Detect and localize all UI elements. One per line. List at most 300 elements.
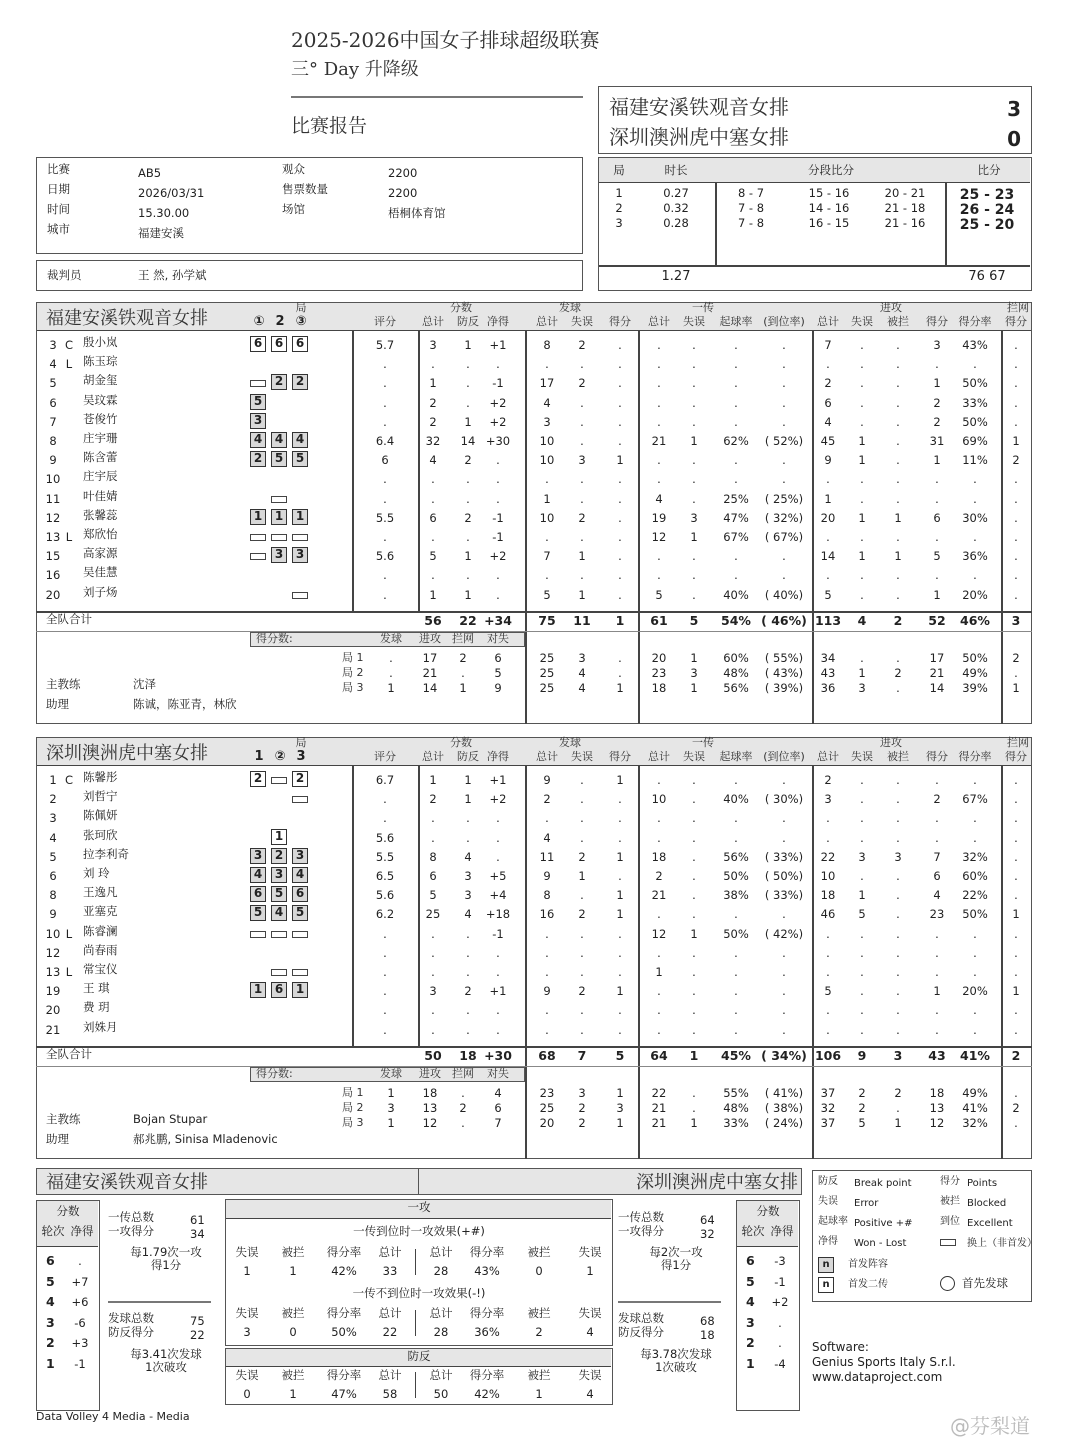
- stat-cell: .: [692, 773, 696, 787]
- set-header: 局: [613, 163, 625, 177]
- set-stat-cell: 3: [578, 1086, 586, 1100]
- column-header: 起球率: [719, 315, 753, 328]
- watermark: @芬梨道: [950, 1414, 1030, 1438]
- player-number: 12: [45, 510, 61, 525]
- stat-cell: 1: [933, 984, 941, 999]
- player-row: [0, 770, 1072, 791]
- stat-cell: .: [860, 568, 864, 583]
- set-stat-cell: 6: [494, 1101, 502, 1115]
- stat-cell: 3: [690, 510, 698, 525]
- stat-cell: +2: [489, 414, 507, 429]
- stat-cell: 5: [933, 549, 941, 564]
- player-row: [0, 942, 1072, 964]
- stat-cell: 2: [578, 984, 586, 999]
- stat-cell: .: [935, 811, 939, 826]
- stat-cell: 2: [933, 395, 941, 410]
- set-stat-cell: 5: [858, 1116, 866, 1130]
- starting-position-box: 5: [292, 905, 308, 921]
- stat-cell: 6: [429, 869, 437, 883]
- player-role: C: [64, 338, 74, 352]
- column-divider: [715, 183, 717, 266]
- set-stat-cell: 2: [858, 1086, 866, 1100]
- stat-cell: .: [383, 395, 387, 410]
- stat-cell: 40%: [723, 587, 749, 602]
- stat-cell: .: [734, 376, 738, 391]
- stat-cell: 42%: [474, 1387, 500, 1401]
- stat-cell: .: [692, 453, 696, 468]
- stat-cell: 28: [433, 1325, 449, 1339]
- stat-cell: .: [896, 376, 900, 391]
- column-group-header: 一传: [692, 736, 714, 749]
- stat-value: 32: [700, 1227, 715, 1241]
- stat-cell: .: [1014, 811, 1018, 826]
- stat-cell: .: [466, 376, 470, 391]
- rotation-number: 3: [746, 1314, 755, 1330]
- stat-cell: .: [580, 395, 584, 410]
- column-header: 总计: [648, 750, 670, 763]
- column-group-header: 一传: [692, 301, 714, 314]
- stat-cell: 6: [933, 510, 941, 525]
- column-header: 被拦: [527, 1306, 551, 1320]
- set-row-label: 局 2: [342, 666, 364, 679]
- stat-cell: .: [860, 491, 864, 506]
- set-stat-cell: 21: [651, 1116, 667, 1130]
- column-header: 被拦: [281, 1306, 305, 1320]
- set-cell: 3: [615, 216, 623, 230]
- set-stat-cell: 2: [459, 651, 467, 665]
- set-stat-cell: .: [461, 1086, 465, 1100]
- info-label: 日期: [47, 182, 70, 196]
- stat-cell: .: [496, 830, 500, 845]
- set-row-label: 局 1: [342, 651, 364, 664]
- stat-cell: .: [545, 568, 549, 583]
- total-cell: 41%: [960, 1048, 990, 1063]
- stat-cell: 6.7: [375, 773, 395, 787]
- total-cell: 45%: [721, 1048, 751, 1063]
- stat-cell: .: [1014, 965, 1018, 979]
- stat-cell: 1: [464, 549, 472, 564]
- set-stat-cell: 12: [929, 1116, 945, 1130]
- stat-cell: .: [734, 338, 738, 352]
- starting-position-box: 3: [250, 413, 266, 429]
- stat-cell: .: [496, 1022, 500, 1037]
- player-number: 21: [45, 1022, 61, 1037]
- stat-cell: 10: [820, 869, 836, 883]
- rotation-col: 轮次: [741, 1224, 765, 1238]
- substitute-marker: [271, 777, 287, 784]
- stat-cell: .: [860, 1003, 864, 1018]
- player-number: 13: [45, 965, 61, 979]
- referee-names: 王 然, 孙学斌: [138, 268, 207, 282]
- starter-box-icon: n: [818, 1257, 834, 1273]
- player-row: [0, 1019, 1072, 1041]
- info-value: 2026/03/31: [138, 186, 205, 200]
- set-stat-cell: .: [692, 1101, 696, 1115]
- legend-term: 起球率: [818, 1216, 848, 1227]
- starting-position-box: 3: [250, 848, 266, 864]
- set-stat-cell: 1: [459, 681, 467, 695]
- stat-cell: .: [383, 945, 387, 960]
- set-stat-cell: .: [618, 651, 622, 665]
- stat-cell: .: [1014, 926, 1018, 941]
- total-cell: 22: [459, 613, 477, 628]
- set-stat-cell: .: [389, 651, 393, 665]
- stat-cell: 22%: [962, 888, 988, 903]
- stat-cell: 2: [543, 792, 551, 807]
- stat-cell: .: [496, 357, 500, 372]
- stat-cell: 4: [586, 1387, 594, 1401]
- rotation-net: +7: [71, 1274, 89, 1289]
- stat-cell: .: [935, 357, 939, 372]
- player-row: [0, 904, 1072, 925]
- stat-cell: .: [580, 472, 584, 487]
- player-name: 陈玉琮: [83, 354, 118, 369]
- stat-cell: -1: [492, 926, 504, 941]
- starting-position-box: 1: [292, 509, 308, 525]
- stat-cell: .: [734, 395, 738, 410]
- set-stat-cell: 22: [651, 1086, 667, 1100]
- stat-cell: .: [935, 945, 939, 960]
- stat-cell: +2: [489, 549, 507, 564]
- stat-cell: 1: [690, 434, 698, 448]
- set-stat-cell: 2: [1012, 1101, 1020, 1115]
- team-name: 深圳澳洲虎中塞女排: [46, 743, 208, 764]
- stat-cell: 38%: [723, 888, 749, 903]
- column-group-header: 拦网: [1007, 301, 1029, 314]
- stat-cell: .: [496, 811, 500, 826]
- stat-cell: 4: [933, 888, 941, 903]
- total-divider: [36, 611, 1032, 613]
- column-header: 总计: [422, 750, 444, 763]
- total-cell: 52: [928, 613, 946, 628]
- stat-cell: 33: [382, 1264, 398, 1278]
- stat-cell: 69%: [962, 434, 988, 448]
- rotation-number: 1: [46, 1355, 55, 1371]
- stat-cell: 6: [933, 869, 941, 883]
- stat-cell: .: [734, 811, 738, 826]
- stat-cell: .: [496, 1003, 500, 1018]
- set-stat-cell: 25: [539, 651, 555, 665]
- stat-cell: .: [782, 338, 786, 352]
- stat-cell: 12: [651, 530, 667, 544]
- stat-cell: 2: [933, 792, 941, 807]
- stat-cell: 3: [858, 849, 866, 864]
- stat-cell: .: [466, 530, 470, 544]
- stat-cell: .: [545, 811, 549, 826]
- stat-ratio: 每3.41次发球: [130, 1347, 202, 1361]
- stat-cell: 1: [858, 453, 866, 468]
- total-cell: 54%: [721, 613, 751, 628]
- positive-reception-title: 一传到位时一攻效果(+#): [353, 1224, 485, 1238]
- column-header: 失误: [851, 750, 873, 763]
- rotation-number: 5: [746, 1273, 755, 1289]
- rotation-net: -6: [74, 1315, 86, 1330]
- stat-cell: .: [1014, 587, 1018, 602]
- stat-cell: 5: [543, 587, 551, 602]
- stat-cell: 7: [543, 549, 551, 564]
- starting-position-box: 1: [292, 982, 308, 998]
- stat-cell: .: [431, 830, 435, 845]
- stat-ratio: 每2次一攻: [649, 1245, 703, 1259]
- coach-name: 沈泽: [133, 677, 156, 691]
- stat-cell: 10: [539, 510, 555, 525]
- stat-cell: .: [896, 869, 900, 883]
- stat-cell: .: [618, 1003, 622, 1018]
- starting-position-box: 1: [271, 829, 287, 845]
- stat-cell: 1: [586, 1264, 594, 1278]
- set-stat-cell: .: [618, 666, 622, 680]
- stat-cell: .: [935, 1003, 939, 1018]
- stat-cell: ( 25%): [764, 491, 804, 506]
- stat-cell: -1: [492, 530, 504, 544]
- report-title: 比赛报告: [291, 115, 368, 137]
- stat-cell: 4: [464, 849, 472, 864]
- stat-cell: .: [860, 1022, 864, 1037]
- player-name: 陈馨彤: [83, 770, 118, 784]
- stat-cell: .: [896, 491, 900, 506]
- stat-cell: .: [383, 472, 387, 487]
- stat-value: 64: [700, 1213, 715, 1227]
- set-cell: 7 - 8: [737, 216, 765, 230]
- column-header: 总计: [817, 750, 839, 763]
- away-team-name: 深圳澳洲虎中塞女排: [636, 1172, 798, 1193]
- set-stat-cell: ( 39%): [764, 681, 804, 695]
- stat-cell: 1: [616, 453, 624, 468]
- total-cell: 5: [615, 1048, 625, 1063]
- stat-cell: .: [973, 965, 977, 979]
- stat-cell: 5.5: [375, 510, 395, 525]
- set-stat-cell: 49%: [962, 1086, 988, 1100]
- stat-cell: .: [896, 472, 900, 487]
- rotation-net: -1: [74, 1356, 86, 1371]
- stat-cell: +1: [489, 338, 507, 352]
- row-divider: [599, 265, 1030, 267]
- stat-value: 22: [190, 1328, 205, 1342]
- column-header: 总计: [378, 1245, 402, 1259]
- stat-cell: .: [935, 1022, 939, 1037]
- software-credit: Genius Sports Italy S.r.l.: [812, 1355, 956, 1369]
- rotation-net: +6: [71, 1295, 89, 1309]
- starting-position-box: 3: [292, 848, 308, 864]
- starting-position-box: 2: [271, 374, 287, 390]
- stat-cell: .: [860, 376, 864, 391]
- stat-cell: .: [496, 849, 500, 864]
- player-row: [0, 923, 1072, 945]
- stat-cell: .: [580, 945, 584, 960]
- starting-position-box: 4: [271, 905, 287, 921]
- column-header: 失误: [235, 1245, 259, 1259]
- starting-position-box: 4: [250, 432, 266, 448]
- stat-cell: .: [580, 357, 584, 372]
- stat-label: 一传总数: [108, 1210, 154, 1224]
- column-header: 失误: [571, 750, 593, 763]
- set-stat-cell: 32%: [962, 1116, 988, 1130]
- column-header: 失误: [578, 1245, 602, 1259]
- player-row: [0, 885, 1072, 906]
- player-number: 10: [45, 926, 61, 941]
- stat-cell: 3: [464, 869, 472, 883]
- stat-cell: .: [383, 568, 387, 583]
- set-stat-cell: 48%: [723, 666, 749, 680]
- stat-cell: .: [466, 395, 470, 410]
- stat-cell: 1: [894, 549, 902, 564]
- set-stat-cell: 9: [494, 681, 502, 695]
- stat-cell: .: [431, 357, 435, 372]
- set-stat-cell: 5: [494, 666, 502, 680]
- stat-cell: 12: [651, 926, 667, 941]
- stat-cell: 2: [578, 849, 586, 864]
- stat-cell: 9: [543, 984, 551, 999]
- column-header: 总计: [429, 1368, 453, 1382]
- stat-cell: 5: [429, 549, 437, 564]
- stat-cell: 47%: [331, 1387, 357, 1401]
- stat-cell: 2: [578, 907, 586, 922]
- set-row-label: 局 3: [342, 681, 364, 694]
- stat-cell: .: [431, 472, 435, 487]
- stat-cell: 9: [824, 453, 832, 468]
- set-header: 时长: [664, 163, 688, 177]
- stat-cell: .: [545, 357, 549, 372]
- starting-position-box: 4: [271, 432, 287, 448]
- stat-cell: 5: [824, 587, 832, 602]
- stat-cell: .: [692, 376, 696, 391]
- stat-label: 一传总数: [618, 1210, 664, 1224]
- rotation-net: +2: [771, 1295, 789, 1309]
- stat-cell: .: [431, 965, 435, 979]
- stat-cell: 2: [655, 869, 663, 883]
- stat-cell: .: [973, 1003, 977, 1018]
- column-group-header: 发球: [559, 736, 581, 749]
- stat-cell: 0: [535, 1264, 543, 1278]
- legend-term: 被拦: [940, 1196, 960, 1207]
- column-header: 得分率: [958, 750, 992, 763]
- column-header: 总计: [378, 1368, 402, 1382]
- stat-cell: ( 33%): [764, 888, 804, 903]
- rotation-net: +3: [71, 1336, 89, 1350]
- player-number: 4: [49, 830, 57, 845]
- player-name: 王 琪: [83, 981, 110, 996]
- stat-cell: .: [383, 376, 387, 391]
- column-header: 被拦: [281, 1368, 305, 1382]
- player-role: L: [65, 357, 73, 372]
- player-name: 高家源: [83, 546, 118, 561]
- total-cell: 18: [459, 1048, 477, 1063]
- total-cell: 11: [573, 613, 591, 628]
- set-cell: 15 - 16: [808, 186, 850, 200]
- set-stat-cell: .: [1014, 1086, 1018, 1100]
- stat-cell: .: [973, 926, 977, 941]
- set-stat-cell: 50%: [962, 651, 988, 665]
- stat-ratio: 1次破攻: [145, 1360, 187, 1374]
- stat-cell: 1: [655, 965, 663, 979]
- stat-cell: +30: [485, 434, 511, 448]
- stat-cell: .: [734, 830, 738, 845]
- info-value: 梧桐体育馆: [388, 206, 446, 220]
- player-name: 费 玥: [83, 1000, 110, 1015]
- player-row: [0, 846, 1072, 868]
- player-number: 20: [45, 587, 61, 602]
- substitute-marker: [271, 496, 287, 503]
- set-cell: 0.32: [663, 201, 689, 215]
- player-number: 11: [45, 491, 61, 506]
- player-name: 殷小岚: [83, 335, 118, 349]
- stat-cell: .: [896, 984, 900, 999]
- column-header: 防反: [457, 750, 479, 763]
- set-stat-cell: 3: [616, 1101, 624, 1115]
- stat-value: 68: [700, 1314, 715, 1328]
- stat-cell: .: [692, 414, 696, 429]
- total-points: 76 67: [968, 269, 1006, 284]
- stat-cell: 3: [933, 338, 941, 352]
- stat-cell: .: [618, 965, 622, 979]
- player-number: 1: [49, 773, 57, 787]
- stat-cell: 1: [616, 849, 624, 864]
- legend-term: 防反: [818, 1176, 838, 1187]
- info-label: 观众: [282, 162, 305, 176]
- set-header: 分段比分: [808, 163, 854, 177]
- player-number: 3: [49, 338, 57, 352]
- stat-cell: .: [860, 587, 864, 602]
- league-title: 2025-2026中国女子排球超级联赛: [291, 28, 600, 52]
- stat-cell: 31: [929, 434, 945, 448]
- software-credit: Software:: [812, 1340, 869, 1354]
- stat-cell: .: [657, 773, 661, 787]
- stat-cell: .: [383, 357, 387, 372]
- score-header: 对失: [487, 1067, 509, 1080]
- player-number: 19: [45, 984, 61, 999]
- stat-cell: .: [782, 357, 786, 372]
- stat-cell: .: [896, 568, 900, 583]
- attack-box: [225, 1199, 613, 1346]
- set-stat-cell: 41%: [962, 1101, 988, 1115]
- column-group-header: 发球: [559, 301, 581, 314]
- set-stat-cell: 23: [651, 666, 667, 680]
- player-row: [0, 373, 1072, 394]
- stat-cell: .: [1014, 773, 1018, 787]
- player-role: C: [64, 773, 74, 787]
- player-row: [0, 431, 1072, 452]
- stat-cell: .: [618, 869, 622, 883]
- referee-box: [36, 260, 583, 291]
- stat-cell: .: [1014, 530, 1018, 544]
- set-stat-cell: 18: [929, 1086, 945, 1100]
- column-header: 总计: [817, 315, 839, 328]
- stat-cell: 10: [539, 453, 555, 468]
- stat-cell: 6.5: [375, 869, 395, 883]
- set-stat-cell: 34: [820, 651, 836, 665]
- set-stat-cell: 3: [387, 1101, 395, 1115]
- total-cell: 2: [1011, 1048, 1021, 1063]
- stat-cell: .: [692, 587, 696, 602]
- total-cell: ( 34%): [761, 1048, 807, 1063]
- starting-position-box: 4: [292, 867, 308, 883]
- set-cell: 20 - 21: [884, 186, 926, 200]
- set-stat-cell: 2: [578, 1101, 586, 1115]
- stat-cell: 42%: [331, 1264, 357, 1278]
- stat-cell: 2: [824, 376, 832, 391]
- stat-cell: 2: [578, 510, 586, 525]
- stat-cell: 50%: [723, 869, 749, 883]
- player-name: 吴玟霖: [83, 392, 118, 407]
- stat-cell: .: [896, 453, 900, 468]
- stat-cell: 20: [820, 510, 836, 525]
- column-header: 总计: [378, 1306, 402, 1320]
- stat-cell: 2: [464, 453, 472, 468]
- team-name: 福建安溪铁观音女排: [46, 308, 208, 329]
- stat-cell: 2: [429, 395, 437, 410]
- stat-cell: .: [860, 945, 864, 960]
- total-cell: 113: [814, 613, 842, 628]
